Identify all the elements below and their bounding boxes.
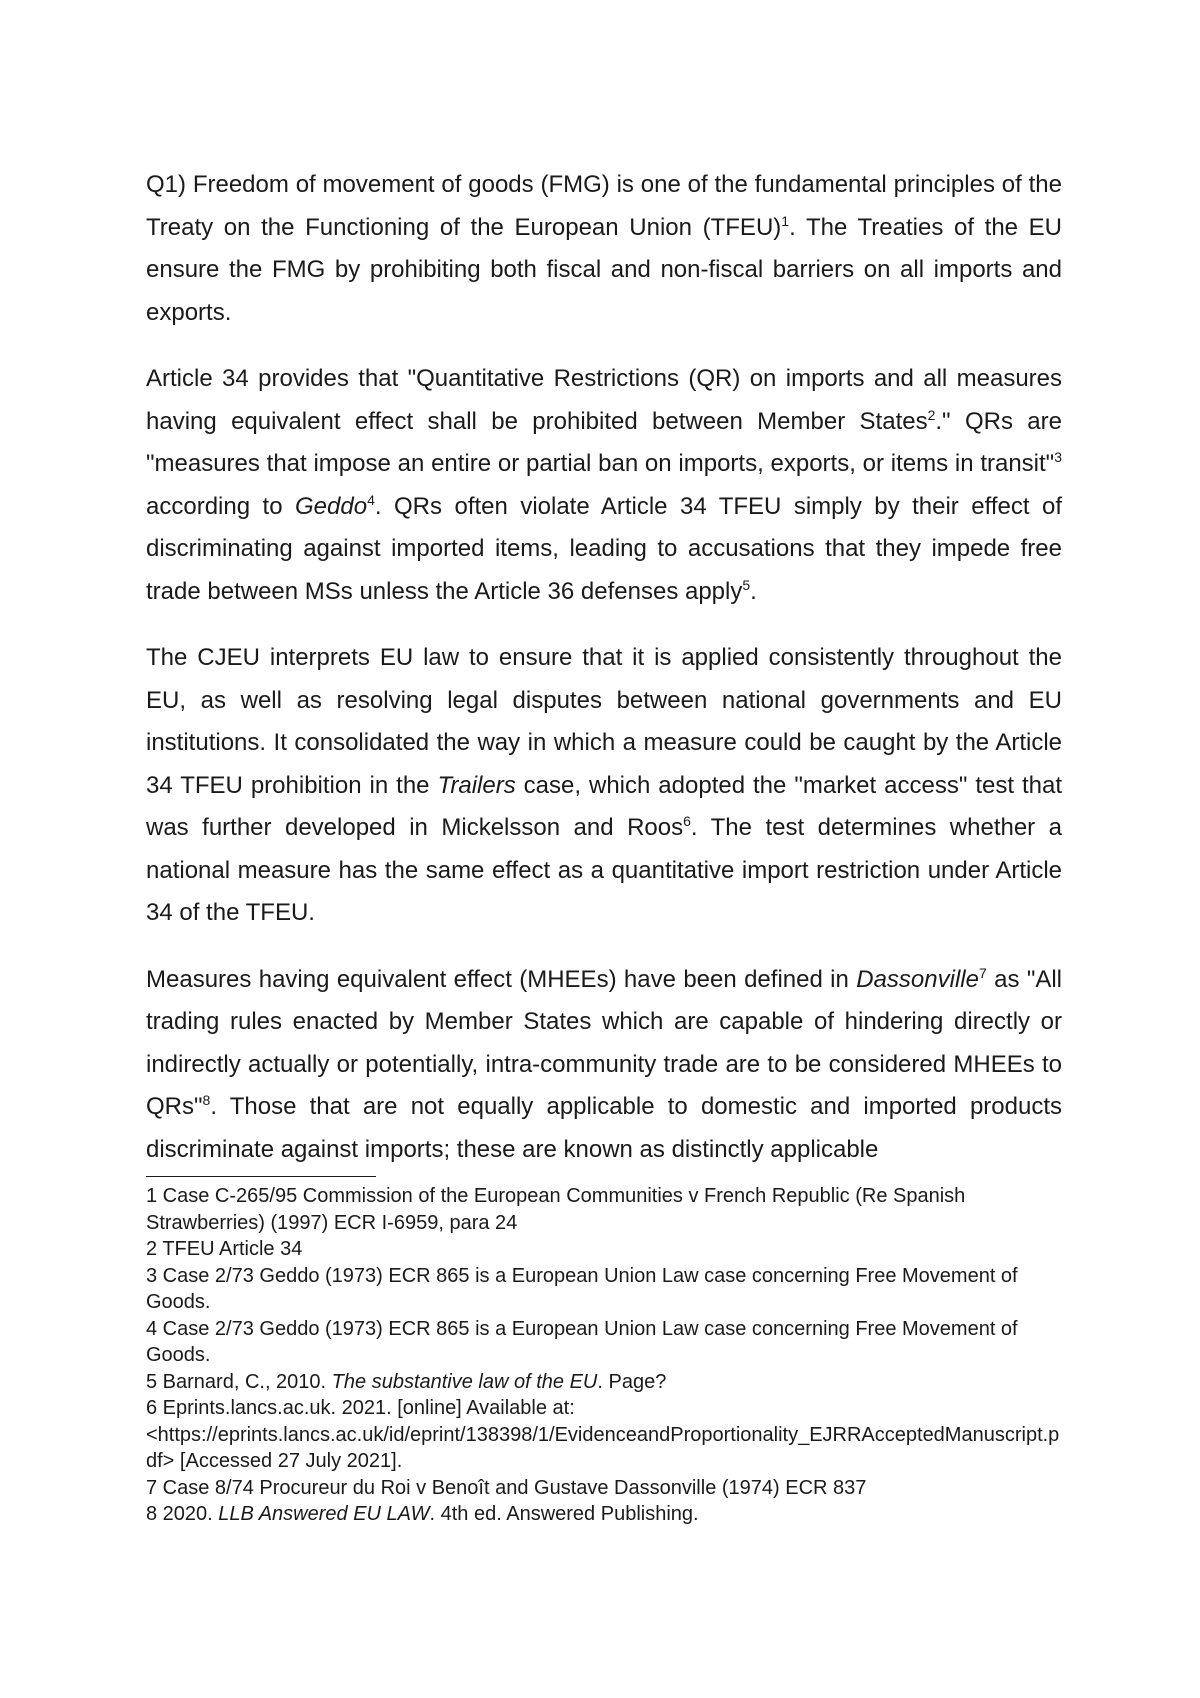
footnote-8-text-b: . 4th ed. Answered Publishing. xyxy=(429,1503,699,1525)
p4-text-a: Measures having equivalent effect (MHEEs) have been defined in xyxy=(146,965,857,993)
p4-text-b: as "All trading rules enacted by Member States which are capable of hindering directly or indirectly actually or potentially, intra-community trade are to be considered MHEEs to QRs" xyxy=(146,965,1063,1120)
footnote-ref-6[interactable]: 6 xyxy=(683,813,691,829)
footnote-ref-7[interactable]: 7 xyxy=(978,964,987,981)
p2-text-e: . xyxy=(750,577,757,605)
paragraph-3 xyxy=(146,637,1062,935)
paragraph-2 xyxy=(146,358,1062,613)
footnote-ref-4[interactable]: 4 xyxy=(367,491,375,508)
footnote-6-url[interactable]: <https://eprints.lancs.ac.uk/id/eprint/138398/1/EvidenceandProportionality_EJRRAcceptedManuscript.pdf> [Accessed 27 July 2021]. xyxy=(146,1423,1060,1472)
footnote-8-title: LLB Answered EU LAW xyxy=(218,1503,430,1525)
case-name-dassonville: Dassonville xyxy=(856,965,979,993)
p3-text-c: . The test determines whether a national measure has the same effect as a quantitative import restriction under Article 34 of the TFEU. xyxy=(146,814,1062,926)
footnote-separator xyxy=(146,1176,376,1177)
footnote-ref-8[interactable]: 8 xyxy=(202,1092,211,1108)
p2-text-a: Article 34 provides that "Quantitative Restrictions (QR) on imports and all measures having equivalent effect shall be prohibited between Member States xyxy=(146,365,1062,435)
document-page xyxy=(146,164,1062,1528)
footnote-ref-3[interactable]: 3 xyxy=(1054,449,1062,465)
p1-text-a: Q1) Freedom of movement of goods (FMG) is one of the fundamental principles of the Treaty on the Functioning of the European Union (TFEU) xyxy=(146,171,1062,241)
footnote-6-text-a: 6 Eprints.lancs.ac.uk. 2021. [online] Available at: xyxy=(146,1397,575,1419)
p1-text-b: . The Treaties of the EU ensure the FMG by prohibiting both fiscal and non-fiscal barriers on all imports and exports. xyxy=(146,213,1063,326)
paragraph-4 xyxy=(146,959,1062,1172)
p3-text-b: case, which adopted the "market access" test that was further developed in Mickelsson and Roos xyxy=(146,771,1062,841)
footnote-6 xyxy=(146,1395,1062,1475)
footnote-7: 7 Case 8/74 Procureur du Roi v Benoît and Gustave Dassonville (1974) ECR 837 xyxy=(146,1476,867,1499)
p2-text-d: . QRs often violate Article 34 TFEU simply by their effect of discriminating against imported items, leading to accusations that they impede free trade between MSs unless the Article 36 defenses apply xyxy=(146,492,1062,605)
footnote-5 xyxy=(146,1369,1062,1396)
p3-text-a: The CJEU interprets EU law to ensure that it is applied consistently throughout the EU, as well as resolving legal disputes between national governments and EU institutions. It consolidated the way in which a measure could be caught by the Article 34 TFEU prohibition in the xyxy=(146,644,1062,799)
footnote-5-text-b: . Page? xyxy=(597,1370,667,1393)
paragraph-1 xyxy=(146,164,1062,334)
footnote-3: 3 Case 2/73 Geddo (1973) ECR 865 is a European Union Law case concerning Free Movement of Goods. xyxy=(146,1264,1018,1313)
case-name-trailers: Trailers xyxy=(437,771,516,799)
footnote-ref-2[interactable]: 2 xyxy=(927,406,936,423)
p4-text-c: . Those that are not equally applicable to domestic and imported products discriminate against imports; these are known as distinctly applicable xyxy=(146,1093,1062,1163)
case-name-geddo: Geddo xyxy=(295,492,368,520)
footnote-4: 4 Case 2/73 Geddo (1973) ECR 865 is a European Union Law case concerning Free Movement of Goods. xyxy=(146,1317,1018,1366)
footnote-8 xyxy=(146,1501,1062,1528)
footnote-ref-1[interactable]: 1 xyxy=(781,212,790,229)
p2-text-b: ." QRs are "measures that impose an entire or partial ban on imports, exports, or items in transit" xyxy=(146,407,1062,477)
footnote-ref-5[interactable]: 5 xyxy=(742,576,751,593)
footnote-8-text-a: 8 2020. xyxy=(146,1503,219,1525)
footnotes xyxy=(146,1183,1062,1528)
footnote-5-title: The substantive law of the EU xyxy=(331,1370,598,1393)
footnote-1: 1 Case C-265/95 Commission of the European Communities v French Republic (Re Spanish Strawberries) (1997) ECR I-6959, para 24 xyxy=(146,1185,966,1234)
p2-text-c: according to xyxy=(146,492,296,520)
footnote-2: 2 TFEU Article 34 xyxy=(146,1238,303,1260)
footnote-5-text-a: 5 Barnard, C., 2010. xyxy=(146,1370,332,1393)
